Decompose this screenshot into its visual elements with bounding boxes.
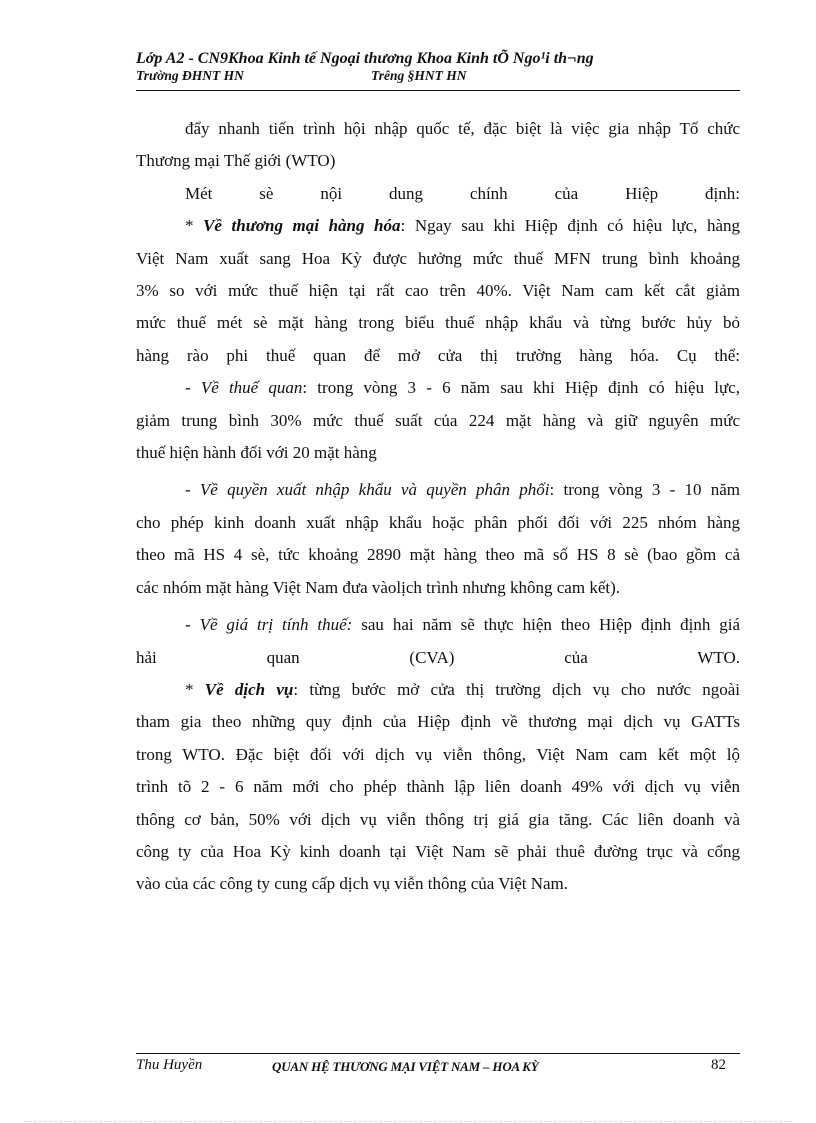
header-school <box>136 68 740 84</box>
text-run: : trong vòng 3 - 10 năm <box>549 480 740 500</box>
page-header <box>136 50 740 84</box>
paragraph-line: Thương mại Thế giới (WTO) <box>136 151 336 171</box>
paragraph-line: hải quan (CVA) của WTO. <box>136 647 740 667</box>
paragraph-line: Mét sè nội dung chính của Hiệp định: <box>185 183 740 203</box>
paragraph-line: trong WTO. Đặc biệt đối với dịch vụ viễn thông, Việt Nam cam kết một lộ <box>136 744 740 764</box>
paragraph-line: thuế hiện hành đối với 20 mặt hàng <box>136 443 377 463</box>
section-heading-tariff: Về thuế quan <box>200 378 303 398</box>
section-heading-customs-value: Về giá trị tính thuế: <box>199 615 353 635</box>
text-run: : trong vòng 3 - 6 năm sau khi Hiệp định có hiệu lực, <box>302 378 740 398</box>
paragraph-line <box>136 372 740 404</box>
paragraph-line <box>136 210 740 242</box>
paragraph-line: đẩy nhanh tiến trình hội nhập quốc tế, đặc biệt là việc gia nhập Tổ chức <box>185 119 740 138</box>
footer-rule <box>136 1053 740 1054</box>
paragraph-line: theo mã HS 4 sè, tức khoảng 2890 mặt hàng theo mã số HS 8 sè (bao gồm cả <box>136 545 740 565</box>
text-run: sau hai năm sẽ thực hiện theo Hiệp định định giá <box>352 615 741 635</box>
bullet-star: * <box>185 216 204 236</box>
paragraph-line: các nhóm mặt hàng Việt Nam đưa vàolịch trình nhưng không cam kết). <box>136 577 620 597</box>
paragraph-line: 3% so với mức thuế hiện tại rất cao trên 40%. Việt Nam cam kết cắt giảm <box>136 281 740 301</box>
paragraph-line: hàng rào phi thuế quan để mở cửa thị trường hàng hóa. Cụ thể: <box>136 345 740 365</box>
paragraph-line: mức thuế mét sè mặt hàng trong biểu thuế nhập khẩu và từng bước hủy bỏ <box>136 313 740 333</box>
text-run: : Ngay sau khi Hiệp định có hiệu lực, hàng <box>400 216 741 236</box>
footer-title: QUAN HỆ THƯƠNG MẠI VIỆT NAM – HOA KỲ <box>272 1059 539 1074</box>
bullet-star: * <box>185 679 205 699</box>
paragraph-line: cho phép kinh doanh xuất nhập khẩu hoặc phân phối đối với 225 nhóm hàng <box>136 512 740 532</box>
header-title: Lớp A2 - CN9Khoa Kinh tế Ngoại thương Khoa Kinh tÕ Ngo¹i th¬ng <box>136 50 594 67</box>
text-run: : từng bước mở cửa thị trường dịch vụ cho nước ngoài <box>293 679 741 699</box>
page-number: 82 <box>711 1057 726 1073</box>
document-body <box>136 113 740 901</box>
section-heading-services: Về dịch vụ <box>204 679 294 699</box>
paragraph-line: Việt Nam xuất sang Hoa Kỳ được hưởng mức thuế MFN trung bình khoảng <box>136 248 740 268</box>
paragraph-line <box>136 474 740 506</box>
bullet-dash: - <box>185 378 201 398</box>
paragraph-line: thông cơ bản, 50% với dịch vụ viễn thông trị giá gia tăng. Các liên doanh và <box>136 809 740 829</box>
footer-author: Thu Huyền <box>136 1057 203 1073</box>
header-school-left: Trường ĐHNT HN <box>136 68 244 83</box>
page-boundary <box>24 1121 792 1122</box>
bullet-dash: - <box>185 480 200 500</box>
section-heading-goods: Về thương mại hàng hóa <box>203 216 401 236</box>
paragraph-line <box>136 609 740 641</box>
paragraph-line: giảm trung bình 30% mức thuế suất của 224 mặt hàng và giữ nguyên mức <box>136 410 740 430</box>
paragraph-line <box>136 674 740 706</box>
section-heading-trading-rights: Về quyền xuất nhập khẩu và quyền phân phối <box>199 480 550 500</box>
paragraph-line: tham gia theo những quy định của Hiệp định về thương mại dịch vụ GATTs <box>136 712 740 732</box>
paragraph-line: công ty của Hoa Kỳ kinh doanh tại Việt Nam sẽ phải thuê đường trục và cổng <box>136 841 740 861</box>
paragraph-line: vào của các công ty cung cấp dịch vụ viễn thông của Việt Nam. <box>136 874 569 894</box>
header-school-right: Trêng §HNT HN <box>371 68 467 83</box>
bullet-dash: - <box>185 615 200 635</box>
paragraph-line: trình tõ 2 - 6 năm mới cho phép thành lập liên doanh 49% với dịch vụ viễn <box>136 777 740 797</box>
header-rule <box>136 90 740 91</box>
